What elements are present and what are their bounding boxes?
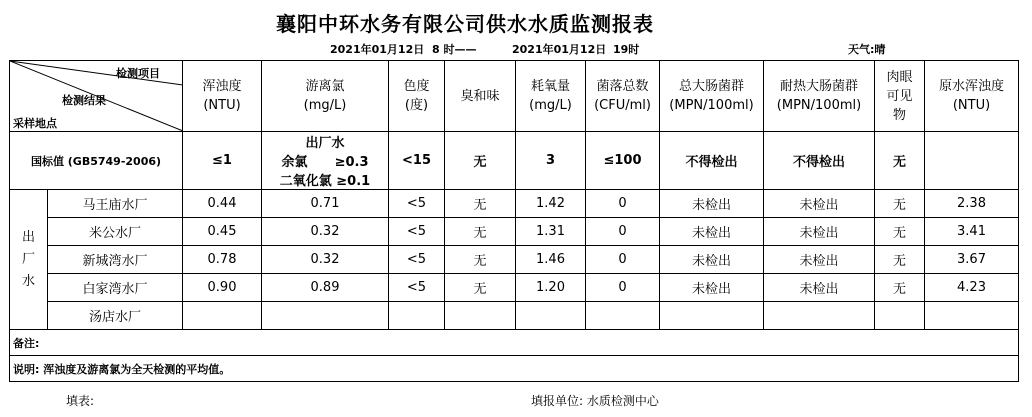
- cell-raw-turbidity: 4.23: [925, 274, 1019, 302]
- standard-visible: 无: [875, 132, 925, 190]
- standard-label: 国标值 (GB5749-2006): [10, 132, 183, 190]
- cell-bacteria: 0: [586, 190, 660, 218]
- cell-thermo-coliform: 未检出: [764, 246, 875, 274]
- col-turbidity: 浑浊度 (NTU): [183, 61, 262, 132]
- cell-chlorine: 0.71: [262, 190, 389, 218]
- cell-coliform: 未检出: [660, 218, 764, 246]
- cell-turbidity: 0.90: [183, 274, 262, 302]
- cell-thermo-coliform: 未检出: [764, 190, 875, 218]
- cell-chlorine: 0.32: [262, 218, 389, 246]
- col-visible: 肉眼 可见 物: [875, 61, 925, 132]
- cell-chlorine: [262, 302, 389, 330]
- table-row: [10, 190, 1019, 218]
- note-row: [10, 356, 1019, 382]
- cell-color: <5: [389, 218, 445, 246]
- cell-chlorine: 0.32: [262, 246, 389, 274]
- cell-turbidity: 0.78: [183, 246, 262, 274]
- plant-name: 汤店水厂: [48, 302, 183, 330]
- cell-visible: 无: [875, 246, 925, 274]
- cell-coliform: 未检出: [660, 274, 764, 302]
- standard-coliform: 不得检出: [660, 132, 764, 190]
- standard-odor: 无: [445, 132, 516, 190]
- cell-oxygen: 1.20: [516, 274, 586, 302]
- time-end: 19时: [613, 43, 640, 56]
- cell-raw-turbidity: 2.38: [925, 190, 1019, 218]
- cell-coliform: 未检出: [660, 246, 764, 274]
- cell-visible: 无: [875, 218, 925, 246]
- standard-thermo-coliform: 不得检出: [764, 132, 875, 190]
- cell-turbidity: 0.45: [183, 218, 262, 246]
- group-label-outgoing-water: 出 厂 水: [10, 190, 48, 330]
- time-start: 8 时——: [432, 43, 477, 56]
- col-bacteria: 菌落总数 (CFU/ml): [586, 61, 660, 132]
- standard-raw-turbidity: [925, 132, 1019, 190]
- standard-bacteria: ≤100: [586, 132, 660, 190]
- standard-oxygen: 3: [516, 132, 586, 190]
- plant-name: 马王庙水厂: [48, 190, 183, 218]
- cell-bacteria: [586, 302, 660, 330]
- remarks-label: 备注:: [10, 330, 1019, 356]
- cell-raw-turbidity: 3.41: [925, 218, 1019, 246]
- plant-name: 米公水厂: [48, 218, 183, 246]
- date-start: 2021年01月12日: [330, 43, 425, 56]
- corner-result: 检测结果: [62, 94, 106, 107]
- header-row: [10, 61, 1019, 132]
- cell-bacteria: 0: [586, 246, 660, 274]
- corner-site: 采样地点: [13, 117, 57, 130]
- footer-filler: 填表:: [66, 394, 95, 408]
- cell-raw-turbidity: [925, 302, 1019, 330]
- cell-odor: 无: [445, 190, 516, 218]
- table-row: [10, 246, 1019, 274]
- quality-table: [9, 60, 1019, 382]
- table-row: [10, 302, 1019, 330]
- cell-color: <5: [389, 246, 445, 274]
- cell-visible: 无: [875, 274, 925, 302]
- cell-coliform: [660, 302, 764, 330]
- cell-oxygen: [516, 302, 586, 330]
- cell-oxygen: 1.46: [516, 246, 586, 274]
- corner-item: 检测项目: [116, 67, 160, 80]
- cell-turbidity: [183, 302, 262, 330]
- cell-chlorine: 0.89: [262, 274, 389, 302]
- header-corner: [10, 61, 183, 132]
- cell-turbidity: 0.44: [183, 190, 262, 218]
- cell-oxygen: 1.42: [516, 190, 586, 218]
- cell-thermo-coliform: [764, 302, 875, 330]
- col-oxygen: 耗氧量 (mg/L): [516, 61, 586, 132]
- cell-color: <5: [389, 190, 445, 218]
- col-odor: 臭和味: [445, 61, 516, 132]
- date-end: 2021年01月12日: [512, 43, 607, 56]
- standard-row: [10, 132, 1019, 190]
- col-chlorine: 游离氯 (mg/L): [262, 61, 389, 132]
- cell-thermo-coliform: 未检出: [764, 274, 875, 302]
- cell-coliform: 未检出: [660, 190, 764, 218]
- plant-name: 新城湾水厂: [48, 246, 183, 274]
- col-thermo-coliform: 耐热大肠菌群 (MPN/100ml): [764, 61, 875, 132]
- cell-visible: 无: [875, 190, 925, 218]
- plant-name: 白家湾水厂: [48, 274, 183, 302]
- table-row: [10, 274, 1019, 302]
- standard-chlorine: 出厂水 余氯 ≥0.3 二氧化氯 ≥0.1: [262, 132, 389, 190]
- cell-bacteria: 0: [586, 274, 660, 302]
- cell-bacteria: 0: [586, 218, 660, 246]
- cell-raw-turbidity: 3.67: [925, 246, 1019, 274]
- cell-thermo-coliform: 未检出: [764, 218, 875, 246]
- table-row: [10, 218, 1019, 246]
- col-coliform: 总大肠菌群 (MPN/100ml): [660, 61, 764, 132]
- footer-unit: 填报单位: 水质检测中心: [531, 394, 659, 408]
- col-color: 色度 (度): [389, 61, 445, 132]
- cell-odor: 无: [445, 274, 516, 302]
- note-text: 说明: 浑浊度及游离氯为全天检测的平均值。: [10, 356, 1019, 382]
- standard-color: <15: [389, 132, 445, 190]
- col-raw-turbidity: 原水浑浊度 (NTU): [925, 61, 1019, 132]
- cell-odor: [445, 302, 516, 330]
- cell-visible: [875, 302, 925, 330]
- report-title: 襄阳中环水务有限公司供水水质监测报表: [276, 12, 654, 36]
- weather: 天气:晴: [848, 43, 886, 56]
- cell-odor: 无: [445, 246, 516, 274]
- cell-odor: 无: [445, 218, 516, 246]
- cell-oxygen: 1.31: [516, 218, 586, 246]
- remarks-row: [10, 330, 1019, 356]
- cell-color: <5: [389, 274, 445, 302]
- cell-color: [389, 302, 445, 330]
- standard-turbidity: ≤1: [183, 132, 262, 190]
